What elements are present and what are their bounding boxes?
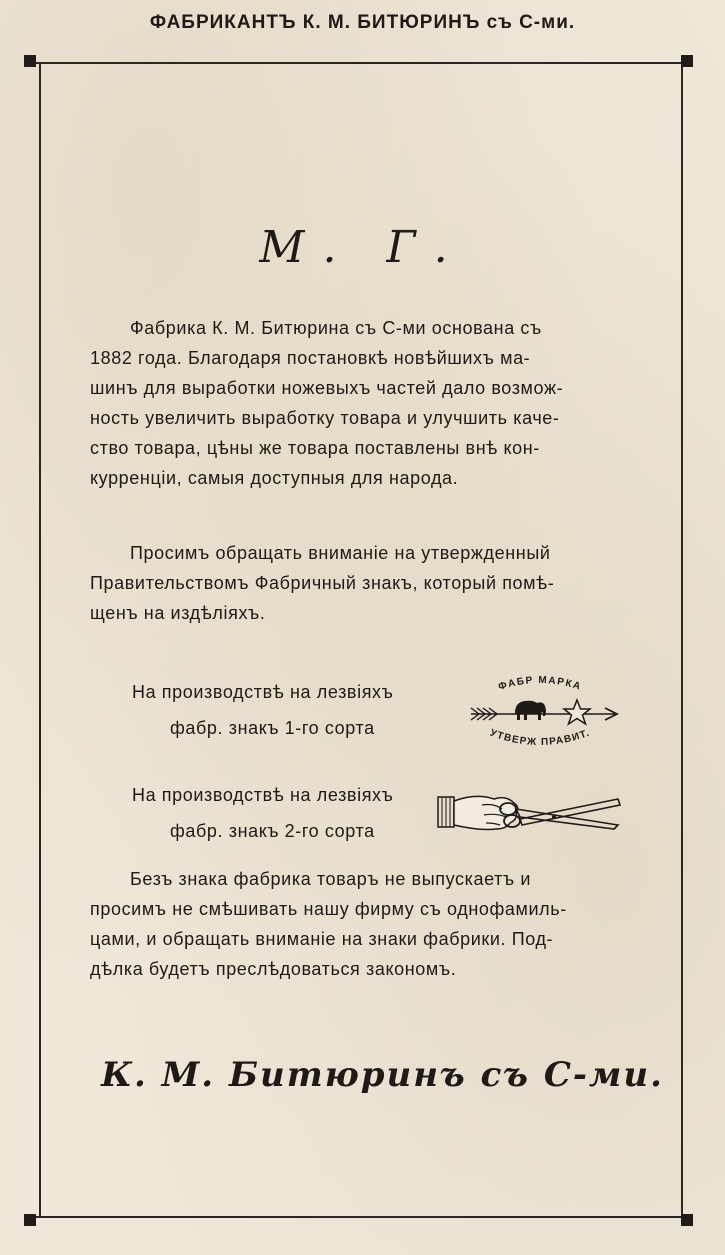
text-line: Фабрика К. М. Битюрина съ С-ми основана съ [130, 318, 542, 338]
svg-text:ФАБР МАРКА [497, 675, 583, 693]
paragraph-trademark [90, 538, 630, 628]
greeting: М. Г. [259, 222, 466, 273]
text-line: цами, и обращать вниманіе на знаки фабрики. Под- [90, 929, 554, 949]
paragraph-founding [90, 313, 630, 493]
text-line: ность увеличить выработку товара и улучшить каче- [90, 408, 560, 428]
text-line: Правительствомъ Фабричный знакъ, который помѣ- [90, 573, 555, 593]
text-line: ство товара, цѣны же товара поставлены внѣ кон- [90, 438, 540, 458]
text-line: Просимъ обращать вниманіе на утвержденный [130, 543, 551, 563]
stamp-top-text: ФАБР МАРКА [497, 674, 583, 693]
svg-text:УТВЕРЖ ПРАВИТ. [488, 728, 591, 749]
stamp-bottom-text: УТВЕРЖ ПРАВИТ. [488, 727, 592, 749]
text-line: курренціи, самыя доступныя для народа. [90, 468, 459, 488]
mark1-line1: На производствѣ на лезвіяхъ [132, 682, 394, 702]
text-line: 1882 года. Благодаря постановкѣ новѣйшихъ ма- [90, 348, 531, 368]
mark-second-grade [0, 775, 725, 855]
corner-bottom-right [681, 1214, 693, 1226]
arrow-elephant-star-trademark-icon [465, 668, 625, 758]
mark2-line2: фабр. знакъ 2-го сорта [170, 821, 375, 841]
mark-first-grade [0, 672, 725, 752]
hand-with-scissors-trademark-icon [436, 783, 626, 841]
text-line: шинъ для выработки ножевыхъ частей дало возмож- [90, 378, 564, 398]
text-line: дѣлка будетъ преслѣдоваться закономъ. [90, 959, 457, 979]
paragraph-warning [90, 864, 630, 984]
mark2-line1: На производствѣ на лезвіяхъ [132, 785, 394, 805]
corner-top-left [24, 55, 36, 67]
corner-bottom-left [24, 1214, 36, 1226]
signature: К. М. Битюринъ съ С-ми. [101, 1055, 664, 1095]
corner-top-right [681, 55, 693, 67]
mark1-line2: фабр. знакъ 1-го сорта [170, 718, 375, 738]
page-header: ФАБРИКАНТЪ К. М. БИТЮРИНЪ съ С-ми. [149, 12, 576, 33]
text-line: щенъ на издѣліяхъ. [90, 603, 266, 623]
text-line: Безъ знака фабрика товаръ не выпускаетъ и [130, 869, 532, 889]
text-line: просимъ не смѣшивать нашу фирму съ однофамиль- [90, 899, 567, 919]
